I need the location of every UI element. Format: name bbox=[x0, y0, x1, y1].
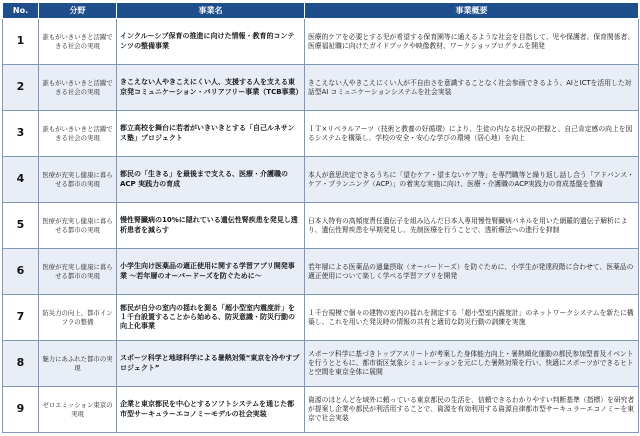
row-number: 9 bbox=[3, 387, 39, 433]
row-field: 医療が充実し健康に暮らせる都市の実現 bbox=[39, 203, 117, 249]
row-project-name: 慢性腎臓病の10%に隠れている遺伝性腎疾患を発見し透析患者を減らす bbox=[117, 203, 305, 249]
row-summary: １千台規模で個々の建物の室内の揺れを測定する「超小型室内震度計」のネットワークシステムを新たに構築し、これを用いた発災時の情報の共有と適切な防災行動の訓練を実施 bbox=[305, 295, 639, 341]
table-row bbox=[3, 19, 639, 65]
row-field: 医療が充実し健康に暮らせる都市の実現 bbox=[39, 249, 117, 295]
row-summary: ＩＴ×リベラルアーツ（技術と教養の好循環）により、生徒の内なる状況の把握と、自己肯定感の向上を図るシステムを構築し、学校の安全・安心な学びの環境（居心地）を向上 bbox=[305, 111, 639, 157]
table-row bbox=[3, 203, 639, 249]
row-summary: 本人が意思決定できるうちに「望むケア・望まないケア等」を専門職等と繰り返し話し合う「アドバンス・ケア・プランニング（ACP）」の着実な実施に向け、医療・介護職のACP実践力の育成基盤を整備 bbox=[305, 157, 639, 203]
row-project-name: 都立高校を舞台に若者がいきいきとする「自己ルネサンス塾」プロジェクト bbox=[117, 111, 305, 157]
row-field: 医療が充実し健康に暮らせる都市の実現 bbox=[39, 157, 117, 203]
row-number: 4 bbox=[3, 157, 39, 203]
header-field: 分野 bbox=[39, 3, 117, 19]
table-row bbox=[3, 341, 639, 387]
row-summary: きこえない人やきこえにくい人が不自由さを意識することなく社会参画できるよう、AIとICTを活用した対話型AI コミュニケーションシステムを社会実装 bbox=[305, 65, 639, 111]
row-project-name: きこえない人やきこえにくい人、支援する人を支える東京発コミュニケーション・バリアフリー事業（TCB事業） bbox=[117, 65, 305, 111]
header-summary: 事業概要 bbox=[305, 3, 639, 19]
row-project-name: 小学生向け医薬品の適正使用に関する学習アプリ開発事業 ～若年層のオーバードーズを防ぐために～ bbox=[117, 249, 305, 295]
table-header-row bbox=[3, 3, 639, 19]
table-row bbox=[3, 295, 639, 341]
row-project-name: インクルーシブ保育の推進に向けた情報・教育的コンテンツの整備事業 bbox=[117, 19, 305, 65]
row-project-name: 企業と東京都民を中心とするソフトシステムを通じた都市型サーキュラーエコノミーモデルの社会実装 bbox=[117, 387, 305, 433]
row-number: 3 bbox=[3, 111, 39, 157]
row-number: 6 bbox=[3, 249, 39, 295]
row-field: 誰もがいきいきと活躍できる社会の実現 bbox=[39, 111, 117, 157]
row-number: 1 bbox=[3, 19, 39, 65]
row-field: 魅力にあふれた都市の実現 bbox=[39, 341, 117, 387]
row-summary: 若年層による医薬品の過量摂取（オーバードーズ）を防ぐために、小学生が発達段階に合わせて、医薬品の適正使用について楽しく学べる学習アプリを開発 bbox=[305, 249, 639, 295]
row-summary: スポーツ科学に基づきトップアスリートが考案した身体能力向上・暑熱順化運動の都民参加型普及イベントを行うとともに、都市街区気象シミュレーションを元にした暑熱対策を行い、快適にスポーツができるヒトと空間を東京全体に展開 bbox=[305, 341, 639, 387]
table-row bbox=[3, 111, 639, 157]
row-project-name: 都民の「生きる」を最後まで支える、医療・介護職の ACP 実践力の育成 bbox=[117, 157, 305, 203]
row-field: ゼロエミッション東京の実現 bbox=[39, 387, 117, 433]
table-row bbox=[3, 387, 639, 433]
table-row bbox=[3, 157, 639, 203]
row-number: 7 bbox=[3, 295, 39, 341]
header-no: No. bbox=[3, 3, 39, 19]
row-field: 誰もがいきいきと活躍できる社会の実現 bbox=[39, 65, 117, 111]
header-project-name: 事業名 bbox=[117, 3, 305, 19]
row-number: 8 bbox=[3, 341, 39, 387]
table-row bbox=[3, 249, 639, 295]
row-field: 誰もがいきいきと活躍できる社会の実現 bbox=[39, 19, 117, 65]
row-summary: 資源のほとんどを域外に頼っている東京都民の生活を、信頼できるわかりやすい判断基準（指標）を研究者が提案し企業や都民が利活用することで、資源を有効利用する資源自律都市型サーキュラーエコノミーを東京で社会実装 bbox=[305, 387, 639, 433]
row-number: 5 bbox=[3, 203, 39, 249]
row-field: 防災力の向上、都市インフラの整備 bbox=[39, 295, 117, 341]
row-summary: 医療的ケアを必要とする児が希望する保育園等に通えるような社会を目指して、児や保護者、保育関係者、医療福祉職に向けたガイドブックや映像教材、ワークショップログラムを開発 bbox=[305, 19, 639, 65]
row-number: 2 bbox=[3, 65, 39, 111]
project-table bbox=[2, 2, 639, 433]
row-summary: 日本人特有の高頻度責任遺伝子を組み込んだ日本人専用慢性腎臓病パネルを用いた網羅的遺伝子解析により、遺伝性腎疾患を早期発見し、先制医療を行うことで、透析療法への進行を抑制 bbox=[305, 203, 639, 249]
table-row bbox=[3, 65, 639, 111]
row-project-name: スポーツ科学と地球科学による暑熱対策“東京を冷やすプロジェクト” bbox=[117, 341, 305, 387]
row-project-name: 都民が自分の室内の揺れを測る「超小型室内震度計」を１千台設置することから始める、防災意識・防災行動の向上化事業 bbox=[117, 295, 305, 341]
